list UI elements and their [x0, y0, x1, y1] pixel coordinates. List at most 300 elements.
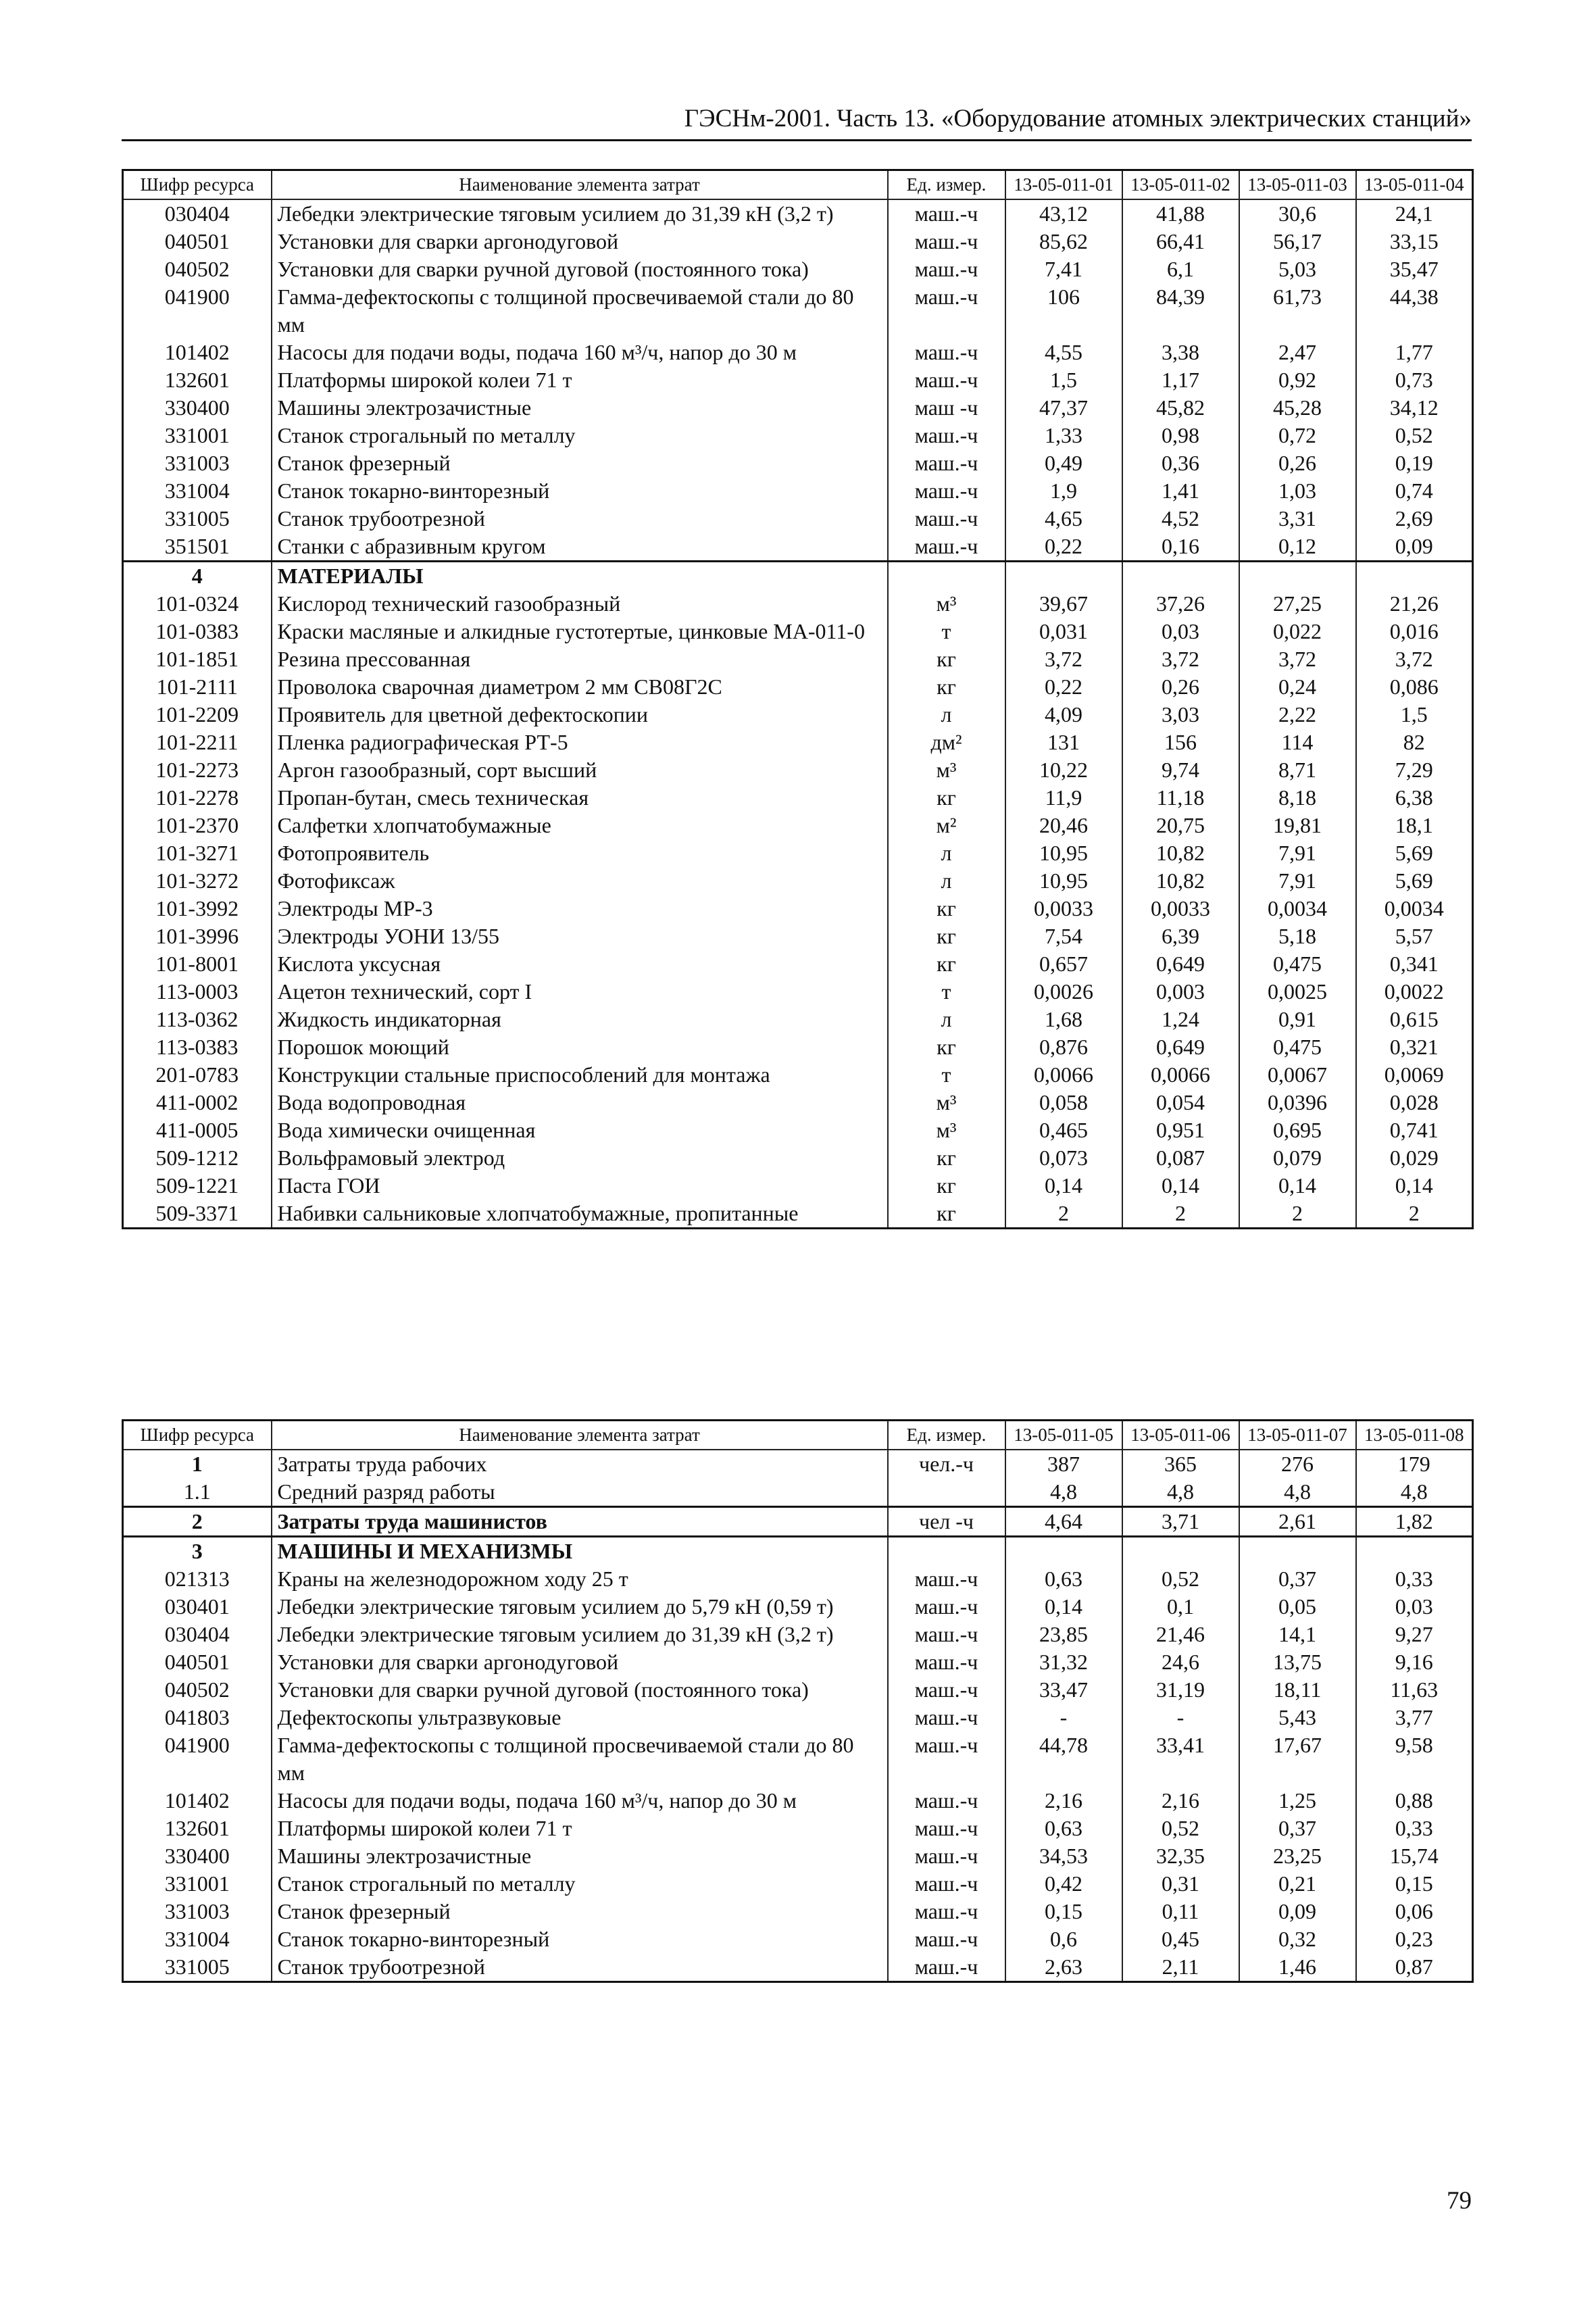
value-col-1: 0,14: [1005, 1593, 1122, 1621]
resource-code: 331005: [123, 1953, 272, 1982]
value-col-1: [1005, 562, 1122, 591]
unit-of-measure: кг: [888, 922, 1005, 950]
value-col-3: 27,25: [1239, 590, 1356, 618]
unit-of-measure: л: [888, 701, 1005, 729]
unit-of-measure: дм²: [888, 729, 1005, 756]
table-row: [123, 1144, 1473, 1172]
value-col-1: 2: [1005, 1200, 1122, 1229]
unit-of-measure: т: [888, 1061, 1005, 1089]
resource-code: 101-8001: [123, 950, 272, 978]
resource-name: Паста ГОИ: [272, 1172, 888, 1200]
value-col-4: 21,26: [1356, 590, 1473, 618]
value-col-4: 0,23: [1356, 1925, 1473, 1953]
resource-code: 113-0362: [123, 1006, 272, 1033]
value-col-3: 0,0034: [1239, 895, 1356, 922]
table-row: [123, 1593, 1473, 1621]
value-col-2: 0,98: [1122, 422, 1239, 449]
value-col-4: 0,615: [1356, 1006, 1473, 1033]
unit-of-measure: кг: [888, 895, 1005, 922]
table-row: [123, 784, 1473, 812]
resource-code: 331004: [123, 1925, 272, 1953]
unit-of-measure: кг: [888, 950, 1005, 978]
table-row: [123, 839, 1473, 867]
resource-code: 411-0005: [123, 1116, 272, 1144]
value-col-1: 4,8: [1005, 1478, 1122, 1507]
unit-of-measure: маш.-ч: [888, 1787, 1005, 1815]
header-unit: Ед. измер.: [888, 170, 1005, 200]
resource-name: Аргон газообразный, сорт высший: [272, 756, 888, 784]
value-col-1: 0,058: [1005, 1089, 1122, 1116]
value-col-2: 11,18: [1122, 784, 1239, 812]
table-row: [123, 673, 1473, 701]
unit-of-measure: маш.-ч: [888, 505, 1005, 533]
unit-of-measure: м³: [888, 756, 1005, 784]
resource-code: 2: [123, 1507, 272, 1537]
table-row: [123, 477, 1473, 505]
value-col-4: 0,0034: [1356, 895, 1473, 922]
resource-code: 041900: [123, 1731, 272, 1787]
value-col-1: 43,12: [1005, 199, 1122, 228]
table-row: [123, 1033, 1473, 1061]
value-col-3: 0,72: [1239, 422, 1356, 449]
value-col-4: 0,0022: [1356, 978, 1473, 1006]
resource-name: Средний разряд работы: [272, 1478, 888, 1507]
resource-code: 101-3271: [123, 839, 272, 867]
value-col-1: 0,657: [1005, 950, 1122, 978]
value-col-2: 156: [1122, 729, 1239, 756]
table-row: [123, 1704, 1473, 1731]
header-col-1: 13-05-011-01: [1005, 170, 1122, 200]
value-col-2: 0,14: [1122, 1172, 1239, 1200]
header-unit: Ед. измер.: [888, 1421, 1005, 1450]
value-col-2: 3,38: [1122, 339, 1239, 366]
value-col-1: 10,95: [1005, 839, 1122, 867]
table-row: [123, 1787, 1473, 1815]
value-col-1: 7,54: [1005, 922, 1122, 950]
unit-of-measure: маш.-ч: [888, 1815, 1005, 1842]
resource-code: 021313: [123, 1565, 272, 1593]
resource-code: 101402: [123, 339, 272, 366]
value-col-1: 0,42: [1005, 1870, 1122, 1898]
header-col-1: 13-05-011-05: [1005, 1421, 1122, 1450]
value-col-3: 2,22: [1239, 701, 1356, 729]
header-code: Шифр ресурса: [123, 170, 272, 200]
value-col-4: 0,741: [1356, 1116, 1473, 1144]
table-row: [123, 394, 1473, 422]
value-col-1: 0,22: [1005, 673, 1122, 701]
table-row: [123, 1172, 1473, 1200]
header-name: Наименование элемента затрат: [272, 170, 888, 200]
resource-name: Лебедки электрические тяговым усилием до 31,39 кН (3,2 т): [272, 1621, 888, 1648]
unit-of-measure: маш.-ч: [888, 1648, 1005, 1676]
resource-code: 101-3992: [123, 895, 272, 922]
value-col-4: 2,69: [1356, 505, 1473, 533]
unit-of-measure: маш.-ч: [888, 1704, 1005, 1731]
unit-of-measure: маш.-ч: [888, 255, 1005, 283]
value-col-1: 0,6: [1005, 1925, 1122, 1953]
resource-name: Станки с абразивным кругом: [272, 533, 888, 562]
value-col-4: 0,06: [1356, 1898, 1473, 1925]
value-col-2: 0,003: [1122, 978, 1239, 1006]
value-col-1: 0,15: [1005, 1898, 1122, 1925]
header-col-3: 13-05-011-03: [1239, 170, 1356, 200]
value-col-4: 0,33: [1356, 1565, 1473, 1593]
value-col-1: 131: [1005, 729, 1122, 756]
value-col-2: 21,46: [1122, 1621, 1239, 1648]
value-col-4: 0,87: [1356, 1953, 1473, 1982]
table-header-row: [123, 170, 1473, 200]
value-col-3: [1239, 562, 1356, 591]
unit-of-measure: маш.-ч: [888, 533, 1005, 562]
unit-of-measure: маш.-ч: [888, 283, 1005, 339]
resource-code: 3: [123, 1537, 272, 1566]
value-col-2: 0,0033: [1122, 895, 1239, 922]
resource-name: Лебедки электрические тяговым усилием до 5,79 кН (0,59 т): [272, 1593, 888, 1621]
value-col-3: 5,43: [1239, 1704, 1356, 1731]
resource-code: 509-1212: [123, 1144, 272, 1172]
value-col-3: 0,37: [1239, 1565, 1356, 1593]
table-row: [123, 1565, 1473, 1593]
unit-of-measure: маш.-ч: [888, 228, 1005, 255]
unit-of-measure: маш.-ч: [888, 366, 1005, 394]
value-col-4: 6,38: [1356, 784, 1473, 812]
value-col-2: 0,1: [1122, 1593, 1239, 1621]
table-row: [123, 1953, 1473, 1982]
value-col-4: 0,88: [1356, 1787, 1473, 1815]
resource-name: Салфетки хлопчатобумажные: [272, 812, 888, 839]
unit-of-measure: л: [888, 867, 1005, 895]
resource-code: 331001: [123, 422, 272, 449]
table-row: [123, 255, 1473, 283]
resource-name: Станок строгальный по металлу: [272, 1870, 888, 1898]
resource-name: Резина прессованная: [272, 645, 888, 673]
value-col-2: 0,0066: [1122, 1061, 1239, 1089]
value-col-4: 0,016: [1356, 618, 1473, 645]
table-row: [123, 1731, 1473, 1787]
value-col-3: 0,0067: [1239, 1061, 1356, 1089]
resource-name: Проволока сварочная диаметром 2 мм СВ08Г2С: [272, 673, 888, 701]
resource-table-1: [122, 169, 1474, 1229]
value-col-1: 33,47: [1005, 1676, 1122, 1704]
resource-code: 331001: [123, 1870, 272, 1898]
unit-of-measure: т: [888, 618, 1005, 645]
value-col-2: 0,45: [1122, 1925, 1239, 1953]
value-col-1: 20,46: [1005, 812, 1122, 839]
value-col-2: 2,16: [1122, 1787, 1239, 1815]
header-col-3: 13-05-011-07: [1239, 1421, 1356, 1450]
value-col-2: 0,11: [1122, 1898, 1239, 1925]
table-row: [123, 645, 1473, 673]
value-col-2: 0,36: [1122, 449, 1239, 477]
value-col-3: 14,1: [1239, 1621, 1356, 1648]
resource-name: Платформы широкой колеи 71 т: [272, 366, 888, 394]
value-col-1: 1,9: [1005, 477, 1122, 505]
resource-code: 030404: [123, 199, 272, 228]
value-col-4: 1,5: [1356, 701, 1473, 729]
resource-name: Станок фрезерный: [272, 449, 888, 477]
table-row: [123, 1478, 1473, 1507]
unit-of-measure: м³: [888, 1089, 1005, 1116]
value-col-3: 5,03: [1239, 255, 1356, 283]
value-col-2: 0,087: [1122, 1144, 1239, 1172]
value-col-1: 31,32: [1005, 1648, 1122, 1676]
value-col-3: 56,17: [1239, 228, 1356, 255]
resource-code: 041900: [123, 283, 272, 339]
value-col-2: 3,03: [1122, 701, 1239, 729]
value-col-2: 10,82: [1122, 839, 1239, 867]
value-col-3: 0,079: [1239, 1144, 1356, 1172]
value-col-1: 106: [1005, 283, 1122, 339]
table-row: [123, 922, 1473, 950]
value-col-4: 0,086: [1356, 673, 1473, 701]
unit-of-measure: м³: [888, 590, 1005, 618]
unit-of-measure: чел -ч: [888, 1507, 1005, 1537]
resource-name: Фотопроявитель: [272, 839, 888, 867]
table-row: [123, 339, 1473, 366]
value-col-1: 23,85: [1005, 1621, 1122, 1648]
table-row: [123, 1898, 1473, 1925]
unit-of-measure: л: [888, 839, 1005, 867]
table-row: [123, 978, 1473, 1006]
resource-code: 101-1851: [123, 645, 272, 673]
unit-of-measure: [888, 1537, 1005, 1566]
value-col-4: 0,028: [1356, 1089, 1473, 1116]
value-col-4: 5,69: [1356, 867, 1473, 895]
value-col-2: 84,39: [1122, 283, 1239, 339]
resource-code: 331003: [123, 449, 272, 477]
value-col-2: 0,649: [1122, 1033, 1239, 1061]
value-col-2: [1122, 562, 1239, 591]
resource-name: Станок трубоотрезной: [272, 1953, 888, 1982]
value-col-2: 33,41: [1122, 1731, 1239, 1787]
resource-code: 040502: [123, 1676, 272, 1704]
value-col-3: 3,31: [1239, 505, 1356, 533]
unit-of-measure: м³: [888, 1116, 1005, 1144]
unit-of-measure: [888, 1478, 1005, 1507]
resource-code: 132601: [123, 366, 272, 394]
resource-name: Фотофиксаж: [272, 867, 888, 895]
resource-name: Пленка радиографическая РТ-5: [272, 729, 888, 756]
resource-name: Затраты труда машинистов: [272, 1507, 888, 1537]
value-col-4: 18,1: [1356, 812, 1473, 839]
resource-code: 330400: [123, 1842, 272, 1870]
table-body: [123, 1450, 1473, 1982]
value-col-4: 34,12: [1356, 394, 1473, 422]
value-col-2: 3,71: [1122, 1507, 1239, 1537]
unit-of-measure: маш.-ч: [888, 1621, 1005, 1648]
table-row: [123, 1870, 1473, 1898]
value-col-3: 61,73: [1239, 283, 1356, 339]
table-row: [123, 895, 1473, 922]
value-col-2: 9,74: [1122, 756, 1239, 784]
table-row: [123, 422, 1473, 449]
value-col-3: 0,26: [1239, 449, 1356, 477]
table-row: [123, 283, 1473, 339]
unit-of-measure: маш.-ч: [888, 477, 1005, 505]
value-col-3: 0,022: [1239, 618, 1356, 645]
value-col-3: 0,24: [1239, 673, 1356, 701]
unit-of-measure: маш.-ч: [888, 1565, 1005, 1593]
value-col-3: 0,37: [1239, 1815, 1356, 1842]
value-col-3: 0,0025: [1239, 978, 1356, 1006]
value-col-1: 47,37: [1005, 394, 1122, 422]
resource-name: Вода химически очищенная: [272, 1116, 888, 1144]
value-col-1: 0,876: [1005, 1033, 1122, 1061]
page-header: ГЭСНм-2001. Часть 13. «Оборудование атомных электрических станций»: [122, 101, 1472, 141]
value-col-1: 3,72: [1005, 645, 1122, 673]
value-col-4: 4,8: [1356, 1478, 1473, 1507]
value-col-4: 1,77: [1356, 339, 1473, 366]
value-col-1: 1,33: [1005, 422, 1122, 449]
resource-name: Машины электрозачистные: [272, 394, 888, 422]
resource-code: 509-1221: [123, 1172, 272, 1200]
table-row: [123, 812, 1473, 839]
resource-code: 101-2211: [123, 729, 272, 756]
value-col-3: 13,75: [1239, 1648, 1356, 1676]
value-col-3: 0,14: [1239, 1172, 1356, 1200]
value-col-3: 1,25: [1239, 1787, 1356, 1815]
resource-code: 101-2278: [123, 784, 272, 812]
resource-code: 101-0324: [123, 590, 272, 618]
value-col-1: 387: [1005, 1450, 1122, 1478]
table-header-row: [123, 1421, 1473, 1450]
value-col-3: 30,6: [1239, 199, 1356, 228]
value-col-3: 0,0396: [1239, 1089, 1356, 1116]
value-col-2: 32,35: [1122, 1842, 1239, 1870]
value-col-1: 0,14: [1005, 1172, 1122, 1200]
resource-code: 331004: [123, 477, 272, 505]
value-col-3: 5,18: [1239, 922, 1356, 950]
table-row: [123, 1006, 1473, 1033]
value-col-1: 39,67: [1005, 590, 1122, 618]
resource-name: Кислород технический газообразный: [272, 590, 888, 618]
value-col-4: 15,74: [1356, 1842, 1473, 1870]
value-col-4: 0,341: [1356, 950, 1473, 978]
table-row: [123, 1925, 1473, 1953]
header-col-2: 13-05-011-06: [1122, 1421, 1239, 1450]
unit-of-measure: маш.-ч: [888, 1593, 1005, 1621]
resource-name: Насосы для подачи воды, подача 160 м³/ч, напор до 30 м: [272, 1787, 888, 1815]
value-col-1: 2,63: [1005, 1953, 1122, 1982]
resource-name: Станок строгальный по металлу: [272, 422, 888, 449]
value-col-1: -: [1005, 1704, 1122, 1731]
resource-name: Дефектоскопы ультразвуковые: [272, 1704, 888, 1731]
value-col-4: 82: [1356, 729, 1473, 756]
resource-name: Ацетон технический, сорт I: [272, 978, 888, 1006]
resource-name: Пропан-бутан, смесь техническая: [272, 784, 888, 812]
value-col-3: 8,18: [1239, 784, 1356, 812]
resource-code: 132601: [123, 1815, 272, 1842]
unit-of-measure: [888, 562, 1005, 591]
value-col-4: [1356, 1537, 1473, 1566]
value-col-1: 10,22: [1005, 756, 1122, 784]
value-col-2: 20,75: [1122, 812, 1239, 839]
resource-table-2: [122, 1419, 1474, 1983]
value-col-1: 34,53: [1005, 1842, 1122, 1870]
value-col-3: 0,12: [1239, 533, 1356, 562]
value-col-1: 0,63: [1005, 1565, 1122, 1593]
resource-name: Гамма-дефектоскопы с толщиной просвечиваемой стали до 80 мм: [272, 1731, 888, 1787]
table-row: [123, 449, 1473, 477]
resource-name: Электроды УОНИ 13/55: [272, 922, 888, 950]
value-col-3: 0,32: [1239, 1925, 1356, 1953]
table-row: [123, 1089, 1473, 1116]
header-code: Шифр ресурса: [123, 1421, 272, 1450]
value-col-3: 7,91: [1239, 867, 1356, 895]
value-col-1: 0,031: [1005, 618, 1122, 645]
resource-name: Электроды МР-3: [272, 895, 888, 922]
resource-code: 040502: [123, 255, 272, 283]
resource-code: 030404: [123, 1621, 272, 1648]
value-col-4: 0,14: [1356, 1172, 1473, 1200]
value-col-2: 41,88: [1122, 199, 1239, 228]
unit-of-measure: маш.-ч: [888, 1870, 1005, 1898]
value-col-4: 5,57: [1356, 922, 1473, 950]
unit-of-measure: маш.-ч: [888, 1898, 1005, 1925]
unit-of-measure: маш.-ч: [888, 449, 1005, 477]
resource-name: Проявитель для цветной дефектоскопии: [272, 701, 888, 729]
table-row: [123, 1621, 1473, 1648]
resource-code: 030401: [123, 1593, 272, 1621]
value-col-1: 4,09: [1005, 701, 1122, 729]
value-col-4: 44,38: [1356, 283, 1473, 339]
unit-of-measure: л: [888, 1006, 1005, 1033]
resource-name: Насосы для подачи воды, подача 160 м³/ч, напор до 30 м: [272, 339, 888, 366]
value-col-1: 0,0066: [1005, 1061, 1122, 1089]
value-col-4: 0,0069: [1356, 1061, 1473, 1089]
value-col-2: 2,11: [1122, 1953, 1239, 1982]
value-col-2: 37,26: [1122, 590, 1239, 618]
value-col-3: 17,67: [1239, 1731, 1356, 1787]
value-col-4: 2: [1356, 1200, 1473, 1229]
value-col-2: 24,6: [1122, 1648, 1239, 1676]
unit-of-measure: маш.-ч: [888, 1676, 1005, 1704]
value-col-3: 23,25: [1239, 1842, 1356, 1870]
unit-of-measure: кг: [888, 673, 1005, 701]
unit-of-measure: кг: [888, 1200, 1005, 1229]
value-col-2: 4,52: [1122, 505, 1239, 533]
resource-name: Порошок моющий: [272, 1033, 888, 1061]
table-row: [123, 729, 1473, 756]
header-col-4: 13-05-011-04: [1356, 170, 1473, 200]
unit-of-measure: кг: [888, 1172, 1005, 1200]
resource-name: МАШИНЫ И МЕХАНИЗМЫ: [272, 1537, 888, 1566]
value-col-1: 0,63: [1005, 1815, 1122, 1842]
value-col-1: 1,5: [1005, 366, 1122, 394]
value-col-1: 1,68: [1005, 1006, 1122, 1033]
value-col-4: 33,15: [1356, 228, 1473, 255]
resource-code: 331005: [123, 505, 272, 533]
resource-code: 351501: [123, 533, 272, 562]
resource-code: 331003: [123, 1898, 272, 1925]
resource-name: Установки для сварки аргонодуговой: [272, 228, 888, 255]
resource-code: 041803: [123, 1704, 272, 1731]
table-row: [123, 701, 1473, 729]
resource-code: 101-2273: [123, 756, 272, 784]
value-col-4: 0,029: [1356, 1144, 1473, 1172]
value-col-1: 7,41: [1005, 255, 1122, 283]
resource-name: Конструкции стальные приспособлений для монтажа: [272, 1061, 888, 1089]
resource-code: 509-3371: [123, 1200, 272, 1229]
resource-code: 1.1: [123, 1478, 272, 1507]
resource-name: Установки для сварки аргонодуговой: [272, 1648, 888, 1676]
value-col-4: 0,33: [1356, 1815, 1473, 1842]
value-col-1: 0,0033: [1005, 895, 1122, 922]
unit-of-measure: маш -ч: [888, 394, 1005, 422]
value-col-4: 0,09: [1356, 533, 1473, 562]
resource-name: МАТЕРИАЛЫ: [272, 562, 888, 591]
value-col-3: 4,8: [1239, 1478, 1356, 1507]
